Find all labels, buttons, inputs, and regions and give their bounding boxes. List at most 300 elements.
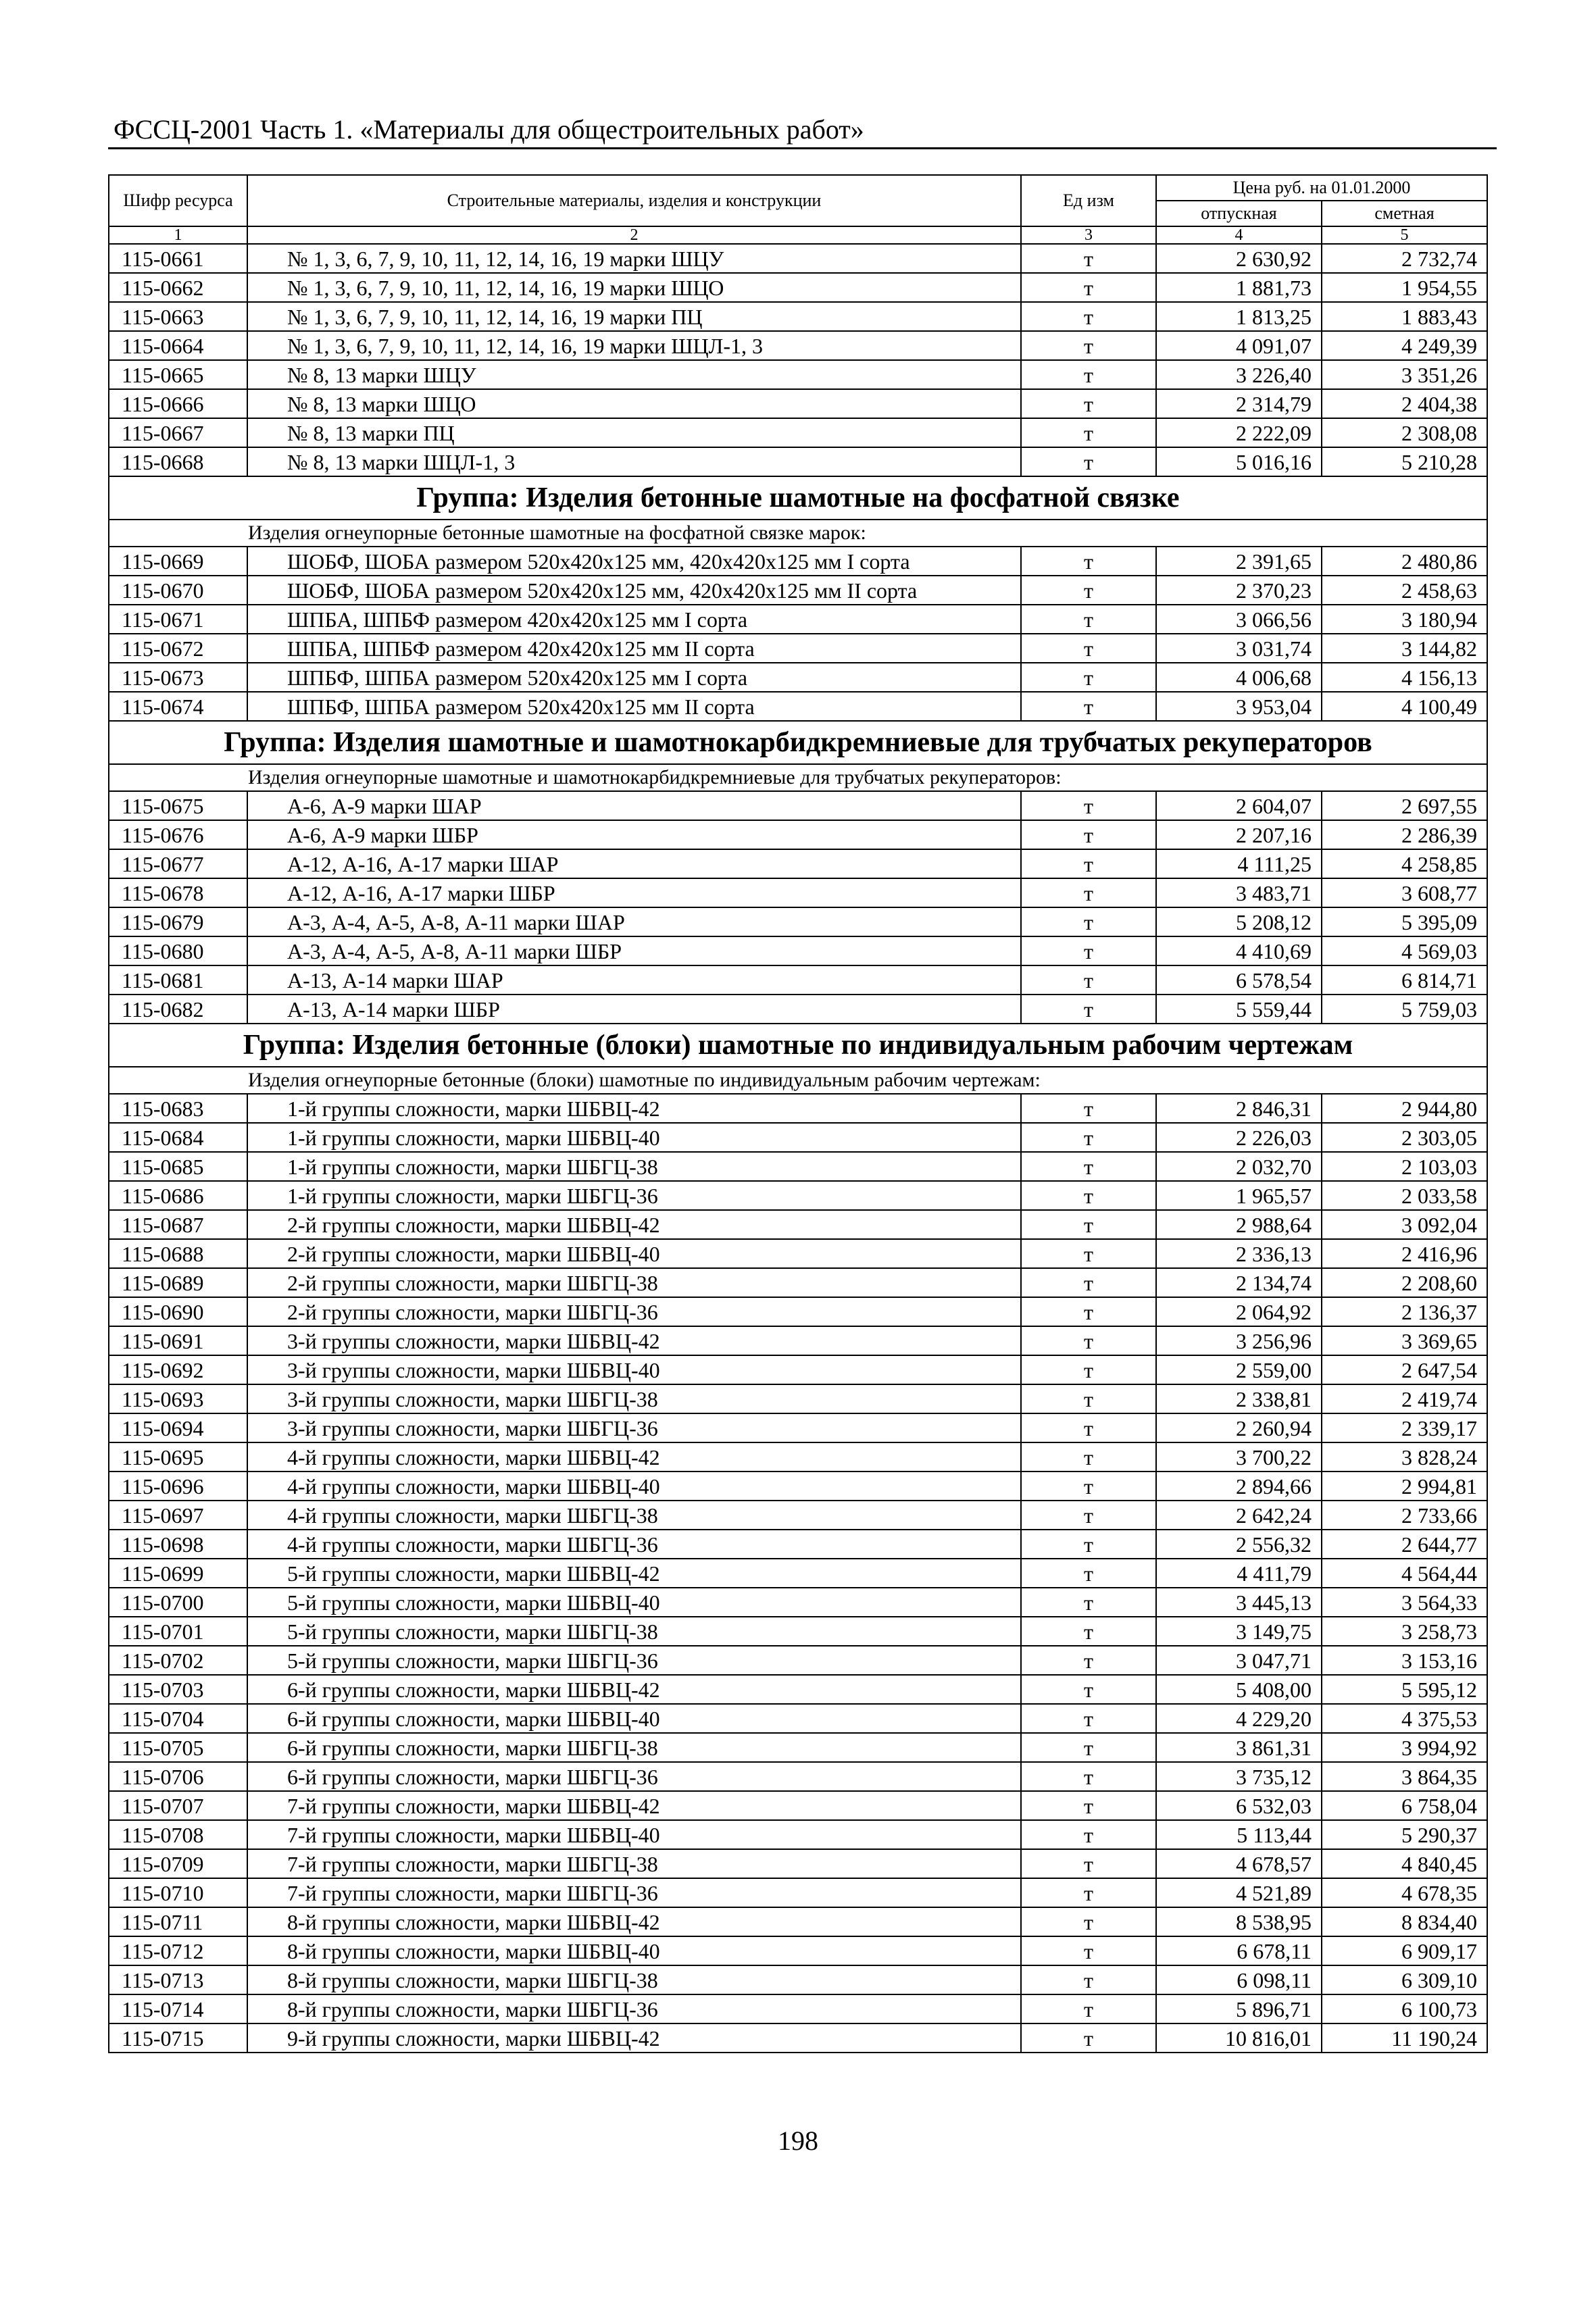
table-row <box>109 1791 1487 1820</box>
resource-code: 115-0661 <box>109 244 247 273</box>
unit-cell: т <box>1021 995 1156 1024</box>
estimate-price: 2 944,80 <box>1322 1094 1487 1123</box>
table-row <box>109 1878 1487 1907</box>
resource-code: 115-0691 <box>109 1326 247 1355</box>
release-price: 8 538,95 <box>1156 1907 1322 1936</box>
resource-code: 115-0668 <box>109 447 247 476</box>
estimate-price: 6 309,10 <box>1322 1965 1487 1994</box>
estimate-price: 4 249,39 <box>1322 331 1487 360</box>
column-number-row <box>109 226 1487 244</box>
resource-code: 115-0700 <box>109 1588 247 1617</box>
unit-cell: т <box>1021 1501 1156 1530</box>
estimate-price: 5 290,37 <box>1322 1820 1487 1849</box>
estimate-price: 4 840,45 <box>1322 1849 1487 1878</box>
unit-cell: т <box>1021 1210 1156 1239</box>
resource-code: 115-0699 <box>109 1559 247 1588</box>
table-row <box>109 1384 1487 1413</box>
material-name: ШПБФ, ШПБА размером 520х420х125 мм II сорта <box>247 692 1021 721</box>
release-price: 2 222,09 <box>1156 418 1322 447</box>
release-price: 2 207,16 <box>1156 820 1322 849</box>
table-row <box>109 605 1487 634</box>
material-name: 6-й группы сложности, марки ШБВЦ-42 <box>247 1675 1021 1704</box>
table-row <box>109 447 1487 476</box>
unit-cell: т <box>1021 244 1156 273</box>
estimate-price: 6 758,04 <box>1322 1791 1487 1820</box>
estimate-price: 2 033,58 <box>1322 1181 1487 1210</box>
group-subtitle: Изделия огнеупорные бетонные (блоки) шамотные по индивидуальным рабочим чертежам: <box>109 1067 1487 1094</box>
material-name: А-13, А-14 марки ШАР <box>247 965 1021 995</box>
table-row <box>109 907 1487 936</box>
unit-cell: т <box>1021 1413 1156 1442</box>
group-subtitle-row <box>109 520 1487 547</box>
estimate-price: 1 954,55 <box>1322 273 1487 302</box>
material-name: 4-й группы сложности, марки ШБВЦ-40 <box>247 1472 1021 1501</box>
release-price: 1 965,57 <box>1156 1181 1322 1210</box>
material-name: А-3, А-4, А-5, А-8, А-11 марки ШБР <box>247 936 1021 965</box>
column-number: 5 <box>1322 226 1487 244</box>
unit-cell: т <box>1021 791 1156 820</box>
table-row <box>109 1181 1487 1210</box>
resource-code: 115-0664 <box>109 331 247 360</box>
table-row <box>109 995 1487 1024</box>
release-price: 5 016,16 <box>1156 447 1322 476</box>
group-title: Группа: Изделия бетонные (блоки) шамотные по индивидуальным рабочим чертежам <box>109 1024 1487 1067</box>
material-name: № 1, 3, 6, 7, 9, 10, 11, 12, 14, 16, 19 марки ПЦ <box>247 302 1021 331</box>
table-row <box>109 634 1487 663</box>
estimate-price: 4 156,13 <box>1322 663 1487 692</box>
estimate-price: 2 308,08 <box>1322 418 1487 447</box>
unit-cell: т <box>1021 965 1156 995</box>
release-price: 4 091,07 <box>1156 331 1322 360</box>
release-price: 3 483,71 <box>1156 878 1322 907</box>
estimate-price: 3 608,77 <box>1322 878 1487 907</box>
table-row <box>109 1733 1487 1762</box>
material-name: 9-й группы сложности, марки ШБВЦ-42 <box>247 2023 1021 2053</box>
resource-code: 115-0712 <box>109 1936 247 1965</box>
column-number: 4 <box>1156 226 1322 244</box>
unit-cell: т <box>1021 820 1156 849</box>
release-price: 3 861,31 <box>1156 1733 1322 1762</box>
estimate-price: 1 883,43 <box>1322 302 1487 331</box>
table-row <box>109 1297 1487 1326</box>
release-price: 3 047,71 <box>1156 1646 1322 1675</box>
release-price: 2 988,64 <box>1156 1210 1322 1239</box>
estimate-price: 4 258,85 <box>1322 849 1487 878</box>
unit-cell: т <box>1021 605 1156 634</box>
table-row <box>109 1472 1487 1501</box>
resource-code: 115-0703 <box>109 1675 247 1704</box>
unit-cell: т <box>1021 1094 1156 1123</box>
material-name: 4-й группы сложности, марки ШБГЦ-36 <box>247 1530 1021 1559</box>
resource-code: 115-0681 <box>109 965 247 995</box>
release-price: 3 066,56 <box>1156 605 1322 634</box>
resource-code: 115-0677 <box>109 849 247 878</box>
table-row <box>109 1762 1487 1791</box>
release-price: 2 314,79 <box>1156 389 1322 418</box>
material-name: 1-й группы сложности, марки ШБГЦ-38 <box>247 1152 1021 1181</box>
resource-code: 115-0694 <box>109 1413 247 1442</box>
material-name: А-13, А-14 марки ШБР <box>247 995 1021 1024</box>
material-name: 7-й группы сложности, марки ШБВЦ-42 <box>247 1791 1021 1820</box>
unit-cell: т <box>1021 1326 1156 1355</box>
table-body <box>109 175 1487 2053</box>
estimate-price: 3 369,65 <box>1322 1326 1487 1355</box>
resource-code: 115-0674 <box>109 692 247 721</box>
table-row <box>109 1704 1487 1733</box>
table-row <box>109 692 1487 721</box>
material-name: 2-й группы сложности, марки ШБГЦ-36 <box>247 1297 1021 1326</box>
header-unit: Ед изм <box>1021 175 1156 226</box>
resource-code: 115-0708 <box>109 1820 247 1849</box>
unit-cell: т <box>1021 907 1156 936</box>
header-price: Цена руб. на 01.01.2000 <box>1156 175 1487 201</box>
unit-cell: т <box>1021 1878 1156 1907</box>
group-subtitle: Изделия огнеупорные шамотные и шамотнокарбидкремниевые для трубчатых рекуператоров: <box>109 764 1487 791</box>
material-name: № 8, 13 марки ШЦУ <box>247 360 1021 389</box>
release-price: 5 113,44 <box>1156 1820 1322 1849</box>
estimate-price: 2 419,74 <box>1322 1384 1487 1413</box>
unit-cell: т <box>1021 1181 1156 1210</box>
estimate-price: 6 100,73 <box>1322 1994 1487 2023</box>
material-name: 3-й группы сложности, марки ШБВЦ-42 <box>247 1326 1021 1355</box>
material-name: 7-й группы сложности, марки ШБВЦ-40 <box>247 1820 1021 1849</box>
material-name: 5-й группы сложности, марки ШБВЦ-42 <box>247 1559 1021 1588</box>
table-row <box>109 1907 1487 1936</box>
column-number: 1 <box>109 226 247 244</box>
table-row <box>109 791 1487 820</box>
release-price: 2 559,00 <box>1156 1355 1322 1384</box>
estimate-price: 2 644,77 <box>1322 1530 1487 1559</box>
unit-cell: т <box>1021 1965 1156 1994</box>
table-header-row <box>109 175 1487 201</box>
group-title: Группа: Изделия бетонные шамотные на фосфатной связке <box>109 476 1487 520</box>
resource-code: 115-0713 <box>109 1965 247 1994</box>
release-price: 4 229,20 <box>1156 1704 1322 1733</box>
resource-code: 115-0671 <box>109 605 247 634</box>
release-price: 6 678,11 <box>1156 1936 1322 1965</box>
release-price: 6 098,11 <box>1156 1965 1322 1994</box>
release-price: 2 064,92 <box>1156 1297 1322 1326</box>
estimate-price: 4 678,35 <box>1322 1878 1487 1907</box>
estimate-price: 3 564,33 <box>1322 1588 1487 1617</box>
material-name: № 8, 13 марки ПЦ <box>247 418 1021 447</box>
table-row <box>109 878 1487 907</box>
unit-cell: т <box>1021 1791 1156 1820</box>
material-name: 2-й группы сложности, марки ШБГЦ-38 <box>247 1268 1021 1297</box>
resource-code: 115-0670 <box>109 576 247 605</box>
material-name: А-6, А-9 марки ШАР <box>247 791 1021 820</box>
release-price: 10 816,01 <box>1156 2023 1322 2053</box>
resource-code: 115-0711 <box>109 1907 247 1936</box>
release-price: 2 336,13 <box>1156 1239 1322 1268</box>
table-row <box>109 1588 1487 1617</box>
estimate-price: 5 759,03 <box>1322 995 1487 1024</box>
release-price: 4 411,79 <box>1156 1559 1322 1588</box>
release-price: 2 134,74 <box>1156 1268 1322 1297</box>
release-price: 3 700,22 <box>1156 1442 1322 1472</box>
resource-code: 115-0690 <box>109 1297 247 1326</box>
table-row <box>109 1559 1487 1588</box>
material-name: А-3, А-4, А-5, А-8, А-11 марки ШАР <box>247 907 1021 936</box>
resource-code: 115-0710 <box>109 1878 247 1907</box>
release-price: 2 226,03 <box>1156 1123 1322 1152</box>
release-price: 2 370,23 <box>1156 576 1322 605</box>
table-row <box>109 389 1487 418</box>
release-price: 3 445,13 <box>1156 1588 1322 1617</box>
header-estimate-price: сметная <box>1322 201 1487 226</box>
estimate-price: 3 864,35 <box>1322 1762 1487 1791</box>
estimate-price: 6 814,71 <box>1322 965 1487 995</box>
table-row <box>109 418 1487 447</box>
unit-cell: т <box>1021 273 1156 302</box>
group-subtitle: Изделия огнеупорные бетонные шамотные на фосфатной связке марок: <box>109 520 1487 547</box>
unit-cell: т <box>1021 389 1156 418</box>
table-row <box>109 1617 1487 1646</box>
material-name: № 1, 3, 6, 7, 9, 10, 11, 12, 14, 16, 19 марки ШЦУ <box>247 244 1021 273</box>
unit-cell: т <box>1021 1994 1156 2023</box>
material-name: ШПБА, ШПБФ размером 420х420х125 мм II сорта <box>247 634 1021 663</box>
resource-code: 115-0688 <box>109 1239 247 1268</box>
resource-code: 115-0673 <box>109 663 247 692</box>
release-price: 5 408,00 <box>1156 1675 1322 1704</box>
resource-code: 115-0666 <box>109 389 247 418</box>
material-name: 8-й группы сложности, марки ШБВЦ-42 <box>247 1907 1021 1936</box>
unit-cell: т <box>1021 1849 1156 1878</box>
group-subtitle-row <box>109 764 1487 791</box>
unit-cell: т <box>1021 1704 1156 1733</box>
table-row <box>109 1094 1487 1123</box>
material-name: 8-й группы сложности, марки ШБГЦ-38 <box>247 1965 1021 1994</box>
estimate-price: 11 190,24 <box>1322 2023 1487 2053</box>
table-row <box>109 965 1487 995</box>
resource-code: 115-0709 <box>109 1849 247 1878</box>
table-row <box>109 1501 1487 1530</box>
estimate-price: 4 564,44 <box>1322 1559 1487 1588</box>
release-price: 2 260,94 <box>1156 1413 1322 1442</box>
unit-cell: т <box>1021 547 1156 576</box>
resource-code: 115-0701 <box>109 1617 247 1646</box>
group-title: Группа: Изделия шамотные и шамотнокарбидкремниевые для трубчатых рекуператоров <box>109 721 1487 764</box>
unit-cell: т <box>1021 1442 1156 1472</box>
unit-cell: т <box>1021 878 1156 907</box>
table-row <box>109 1413 1487 1442</box>
table-row <box>109 1123 1487 1152</box>
release-price: 4 678,57 <box>1156 1849 1322 1878</box>
table-row <box>109 1820 1487 1849</box>
release-price: 3 735,12 <box>1156 1762 1322 1791</box>
resource-code: 115-0667 <box>109 418 247 447</box>
resource-code: 115-0663 <box>109 302 247 331</box>
estimate-price: 5 595,12 <box>1322 1675 1487 1704</box>
table-row <box>109 1646 1487 1675</box>
material-name: № 1, 3, 6, 7, 9, 10, 11, 12, 14, 16, 19 марки ШЦО <box>247 273 1021 302</box>
page-header: ФССЦ-2001 Часть 1. «Материалы для общестроительных работ» <box>114 114 864 145</box>
estimate-price: 3 828,24 <box>1322 1442 1487 1472</box>
unit-cell: т <box>1021 849 1156 878</box>
table-row <box>109 1994 1487 2023</box>
table-row <box>109 1152 1487 1181</box>
estimate-price: 4 569,03 <box>1322 936 1487 965</box>
resource-code: 115-0692 <box>109 1355 247 1384</box>
resource-code: 115-0704 <box>109 1704 247 1733</box>
release-price: 2 642,24 <box>1156 1501 1322 1530</box>
material-name: 6-й группы сложности, марки ШБГЦ-36 <box>247 1762 1021 1791</box>
estimate-price: 8 834,40 <box>1322 1907 1487 1936</box>
estimate-price: 3 180,94 <box>1322 605 1487 634</box>
resource-code: 115-0687 <box>109 1210 247 1239</box>
unit-cell: т <box>1021 1588 1156 1617</box>
header-rule <box>108 147 1497 149</box>
estimate-price: 2 208,60 <box>1322 1268 1487 1297</box>
resource-code: 115-0675 <box>109 791 247 820</box>
material-name: 5-й группы сложности, марки ШБВЦ-40 <box>247 1588 1021 1617</box>
resource-code: 115-0705 <box>109 1733 247 1762</box>
table-row <box>109 244 1487 273</box>
unit-cell: т <box>1021 1152 1156 1181</box>
estimate-price: 5 395,09 <box>1322 907 1487 936</box>
unit-cell: т <box>1021 1820 1156 1849</box>
estimate-price: 2 339,17 <box>1322 1413 1487 1442</box>
table-row <box>109 1936 1487 1965</box>
header-code: Шифр ресурса <box>109 175 247 226</box>
resource-code: 115-0680 <box>109 936 247 965</box>
unit-cell: т <box>1021 692 1156 721</box>
unit-cell: т <box>1021 663 1156 692</box>
estimate-price: 2 994,81 <box>1322 1472 1487 1501</box>
material-name: 3-й группы сложности, марки ШБВЦ-40 <box>247 1355 1021 1384</box>
estimate-price: 4 100,49 <box>1322 692 1487 721</box>
unit-cell: т <box>1021 360 1156 389</box>
resource-code: 115-0683 <box>109 1094 247 1123</box>
resource-code: 115-0706 <box>109 1762 247 1791</box>
material-name: ШОБФ, ШОБА размером 520х420х125 мм, 420х420х125 мм II сорта <box>247 576 1021 605</box>
estimate-price: 4 375,53 <box>1322 1704 1487 1733</box>
material-name: 5-й группы сложности, марки ШБГЦ-36 <box>247 1646 1021 1675</box>
estimate-price: 3 153,16 <box>1322 1646 1487 1675</box>
unit-cell: т <box>1021 1123 1156 1152</box>
unit-cell: т <box>1021 1646 1156 1675</box>
table-row <box>109 1268 1487 1297</box>
table-row <box>109 936 1487 965</box>
material-name: № 8, 13 марки ШЦЛ-1, 3 <box>247 447 1021 476</box>
material-name: 2-й группы сложности, марки ШБВЦ-42 <box>247 1210 1021 1239</box>
release-price: 2 338,81 <box>1156 1384 1322 1413</box>
resource-code: 115-0714 <box>109 1994 247 2023</box>
table-row <box>109 1210 1487 1239</box>
release-price: 2 894,66 <box>1156 1472 1322 1501</box>
release-price: 4 111,25 <box>1156 849 1322 878</box>
table-row <box>109 1965 1487 1994</box>
unit-cell: т <box>1021 1472 1156 1501</box>
group-title-row <box>109 721 1487 764</box>
group-subtitle-row <box>109 1067 1487 1094</box>
resource-code: 115-0682 <box>109 995 247 1024</box>
unit-cell: т <box>1021 1384 1156 1413</box>
release-price: 3 031,74 <box>1156 634 1322 663</box>
table-row <box>109 360 1487 389</box>
material-name: 6-й группы сложности, марки ШБВЦ-40 <box>247 1704 1021 1733</box>
unit-cell: т <box>1021 1355 1156 1384</box>
table-row <box>109 849 1487 878</box>
unit-cell: т <box>1021 302 1156 331</box>
release-price: 3 149,75 <box>1156 1617 1322 1646</box>
resource-code: 115-0678 <box>109 878 247 907</box>
unit-cell: т <box>1021 1675 1156 1704</box>
material-name: 5-й группы сложности, марки ШБГЦ-38 <box>247 1617 1021 1646</box>
unit-cell: т <box>1021 2023 1156 2053</box>
unit-cell: т <box>1021 1617 1156 1646</box>
unit-cell: т <box>1021 1268 1156 1297</box>
estimate-price: 3 144,82 <box>1322 634 1487 663</box>
release-price: 3 953,04 <box>1156 692 1322 721</box>
table-row <box>109 1530 1487 1559</box>
release-price: 6 532,03 <box>1156 1791 1322 1820</box>
group-title-row <box>109 476 1487 520</box>
material-name: 3-й группы сложности, марки ШБГЦ-38 <box>247 1384 1021 1413</box>
estimate-price: 2 697,55 <box>1322 791 1487 820</box>
group-title-row <box>109 1024 1487 1067</box>
header-release-price: отпускная <box>1156 201 1322 226</box>
estimate-price: 3 258,73 <box>1322 1617 1487 1646</box>
release-price: 2 630,92 <box>1156 244 1322 273</box>
unit-cell: т <box>1021 1907 1156 1936</box>
table-row <box>109 820 1487 849</box>
resource-code: 115-0697 <box>109 1501 247 1530</box>
resource-code: 115-0679 <box>109 907 247 936</box>
estimate-price: 2 404,38 <box>1322 389 1487 418</box>
estimate-price: 2 480,86 <box>1322 547 1487 576</box>
resource-code: 115-0715 <box>109 2023 247 2053</box>
estimate-price: 5 210,28 <box>1322 447 1487 476</box>
resource-code: 115-0686 <box>109 1181 247 1210</box>
material-name: 8-й группы сложности, марки ШБГЦ-36 <box>247 1994 1021 2023</box>
table-row <box>109 1239 1487 1268</box>
resource-code: 115-0696 <box>109 1472 247 1501</box>
resource-code: 115-0698 <box>109 1530 247 1559</box>
unit-cell: т <box>1021 1936 1156 1965</box>
release-price: 6 578,54 <box>1156 965 1322 995</box>
material-name: 3-й группы сложности, марки ШБГЦ-36 <box>247 1413 1021 1442</box>
release-price: 3 256,96 <box>1156 1326 1322 1355</box>
release-price: 2 032,70 <box>1156 1152 1322 1181</box>
resource-code: 115-0707 <box>109 1791 247 1820</box>
material-name: 1-й группы сложности, марки ШБГЦ-36 <box>247 1181 1021 1210</box>
estimate-price: 3 994,92 <box>1322 1733 1487 1762</box>
table-row <box>109 1442 1487 1472</box>
material-name: ШПБА, ШПБФ размером 420х420х125 мм I сорта <box>247 605 1021 634</box>
resource-code: 115-0665 <box>109 360 247 389</box>
resource-code: 115-0676 <box>109 820 247 849</box>
material-name: 7-й группы сложности, марки ШБГЦ-38 <box>247 1849 1021 1878</box>
release-price: 3 226,40 <box>1156 360 1322 389</box>
material-name: А-6, А-9 марки ШБР <box>247 820 1021 849</box>
table-row <box>109 1355 1487 1384</box>
material-name: № 8, 13 марки ШЦО <box>247 389 1021 418</box>
resource-code: 115-0702 <box>109 1646 247 1675</box>
release-price: 2 604,07 <box>1156 791 1322 820</box>
estimate-price: 2 732,74 <box>1322 244 1487 273</box>
header-name: Строительные материалы, изделия и конструкции <box>247 175 1021 226</box>
unit-cell: т <box>1021 1559 1156 1588</box>
table-row <box>109 663 1487 692</box>
release-price: 2 846,31 <box>1156 1094 1322 1123</box>
release-price: 5 896,71 <box>1156 1994 1322 2023</box>
estimate-price: 2 103,03 <box>1322 1152 1487 1181</box>
material-name: № 1, 3, 6, 7, 9, 10, 11, 12, 14, 16, 19 марки ШЦЛ-1, 3 <box>247 331 1021 360</box>
unit-cell: т <box>1021 1530 1156 1559</box>
estimate-price: 2 286,39 <box>1322 820 1487 849</box>
material-name: 8-й группы сложности, марки ШБВЦ-40 <box>247 1936 1021 1965</box>
